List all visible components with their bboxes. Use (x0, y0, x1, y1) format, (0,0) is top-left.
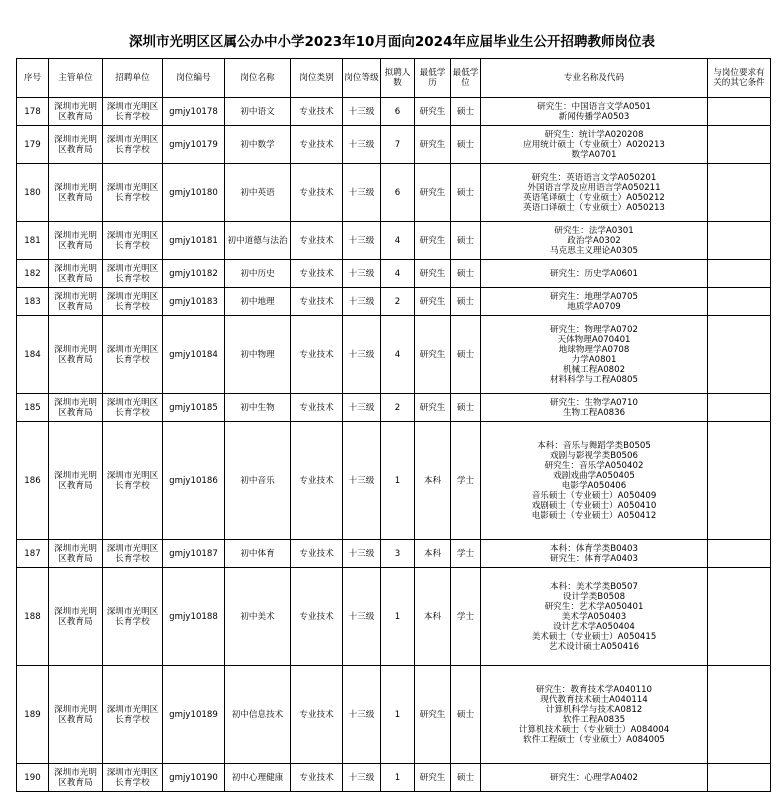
post-level: 十三级 (343, 764, 381, 792)
post-code: gmjy10187 (163, 540, 225, 568)
row-number: 184 (17, 316, 49, 394)
major-item: 研究生：艺术学A050401 (544, 601, 644, 612)
major-item: 美术学A050403 (561, 611, 627, 622)
major-item: 力学A0801 (571, 354, 617, 365)
post-name: 初中音乐 (225, 422, 291, 540)
other-requirements (708, 568, 771, 666)
table-row (17, 164, 771, 222)
supervising-unit: 深圳市光明区教育局 (49, 260, 103, 288)
major-list (481, 568, 708, 666)
min-education: 研究生 (415, 666, 451, 764)
other-requirements (708, 764, 771, 792)
header-degree: 最低学位 (451, 59, 481, 98)
header-code: 岗位编号 (163, 59, 225, 98)
min-degree: 硕士 (451, 764, 481, 792)
post-level: 十三级 (343, 98, 381, 126)
supervising-unit: 深圳市光明区教育局 (49, 288, 103, 316)
supervising-unit: 深圳市光明区教育局 (49, 568, 103, 666)
supervising-unit: 深圳市光明区教育局 (49, 164, 103, 222)
major-item: 外国语言学及应用语言学A050211 (527, 182, 661, 193)
header-dept: 主管单位 (49, 59, 103, 98)
header-no: 序号 (17, 59, 49, 98)
post-category: 专业技术 (291, 288, 343, 316)
post-category: 专业技术 (291, 394, 343, 422)
hire-count: 1 (381, 764, 415, 792)
hiring-unit: 深圳市光明区长育学校 (103, 126, 163, 164)
other-requirements (708, 540, 771, 568)
major-item: 本科：音乐与舞蹈学类B0505 (537, 440, 651, 451)
post-name: 初中心理健康 (225, 764, 291, 792)
post-category: 专业技术 (291, 222, 343, 260)
major-item: 戏剧与影视学类B0506 (550, 450, 638, 461)
major-item: 地球物理学A0708 (558, 344, 630, 355)
min-education: 本科 (415, 568, 451, 666)
major-item: 研究生：音乐学A050402 (544, 460, 644, 471)
major-list (481, 316, 708, 394)
row-number: 181 (17, 222, 49, 260)
row-number: 183 (17, 288, 49, 316)
post-level: 十三级 (343, 126, 381, 164)
post-name: 初中物理 (225, 316, 291, 394)
post-category: 专业技术 (291, 540, 343, 568)
hire-count: 6 (381, 98, 415, 126)
post-code: gmjy10188 (163, 568, 225, 666)
major-item: 计算机技术硕士（专业硕士）A084004 (518, 724, 670, 735)
min-degree: 硕士 (451, 126, 481, 164)
header-count: 拟聘人数 (381, 59, 415, 98)
hire-count: 2 (381, 288, 415, 316)
min-education: 研究生 (415, 764, 451, 792)
post-level: 十三级 (343, 288, 381, 316)
post-level: 十三级 (343, 222, 381, 260)
major-item: 研究生：英语语言文学A050201 (531, 172, 657, 183)
row-number: 188 (17, 568, 49, 666)
other-requirements (708, 126, 771, 164)
major-list (481, 260, 708, 288)
positions-table (16, 58, 771, 792)
post-name: 初中英语 (225, 164, 291, 222)
post-code: gmjy10178 (163, 98, 225, 126)
hiring-unit: 深圳市光明区长育学校 (103, 260, 163, 288)
major-item: 现代教育技术硕士A040114 (540, 694, 648, 705)
table-row (17, 98, 771, 126)
row-number: 190 (17, 764, 49, 792)
major-item: 新闻传播学A0503 (558, 111, 630, 122)
major-item: 研究生：生物学A0710 (550, 397, 638, 408)
hire-count: 1 (381, 568, 415, 666)
post-code: gmjy10181 (163, 222, 225, 260)
post-name: 初中道德与法治 (225, 222, 291, 260)
min-degree: 学士 (451, 422, 481, 540)
min-degree: 硕士 (451, 98, 481, 126)
post-code: gmjy10179 (163, 126, 225, 164)
post-level: 十三级 (343, 164, 381, 222)
table-row (17, 126, 771, 164)
post-level: 十三级 (343, 316, 381, 394)
other-requirements (708, 164, 771, 222)
table-row (17, 316, 771, 394)
other-requirements (708, 422, 771, 540)
post-category: 专业技术 (291, 422, 343, 540)
major-list (481, 394, 708, 422)
major-item: 研究生：中国语言文学A0501 (537, 101, 651, 112)
major-list (481, 126, 708, 164)
table-row (17, 394, 771, 422)
post-level: 十三级 (343, 666, 381, 764)
major-list (481, 540, 708, 568)
major-item: 音乐硕士（专业硕士）A050409 (531, 490, 657, 501)
min-degree: 学士 (451, 540, 481, 568)
post-code: gmjy10184 (163, 316, 225, 394)
major-item: 电影学A050406 (561, 480, 627, 491)
major-item: 天体物理A070401 (557, 334, 631, 345)
post-name: 初中语文 (225, 98, 291, 126)
other-requirements (708, 222, 771, 260)
major-item: 马克思主义理论A0305 (550, 245, 638, 256)
hiring-unit: 深圳市光明区长育学校 (103, 222, 163, 260)
major-item: 设计艺术学A050404 (553, 621, 635, 632)
header-post: 岗位名称 (225, 59, 291, 98)
major-item: 政治学A0302 (567, 235, 621, 246)
header-row (17, 59, 771, 98)
major-item: 英语口译硕士（专业硕士）A050213 (523, 202, 665, 213)
min-education: 研究生 (415, 260, 451, 288)
supervising-unit: 深圳市光明区教育局 (49, 222, 103, 260)
min-education: 研究生 (415, 394, 451, 422)
hiring-unit: 深圳市光明区长育学校 (103, 568, 163, 666)
other-requirements (708, 316, 771, 394)
post-name: 初中信息技术 (225, 666, 291, 764)
table-row (17, 288, 771, 316)
row-number: 180 (17, 164, 49, 222)
min-degree: 硕士 (451, 222, 481, 260)
header-education: 最低学历 (415, 59, 451, 98)
post-level: 十三级 (343, 422, 381, 540)
table-row (17, 222, 771, 260)
header-majors: 专业名称及代码 (481, 59, 708, 98)
table-row (17, 260, 771, 288)
header-level: 岗位等级 (343, 59, 381, 98)
major-item: 设计学类B0508 (562, 591, 626, 602)
hiring-unit: 深圳市光明区长育学校 (103, 394, 163, 422)
post-level: 十三级 (343, 394, 381, 422)
post-name: 初中数学 (225, 126, 291, 164)
header-category: 岗位类别 (291, 59, 343, 98)
page-title: 深圳市光明区区属公办中小学2023年10月面向2024年应届毕业生公开招聘教师岗位表 (129, 34, 655, 50)
post-name: 初中历史 (225, 260, 291, 288)
post-code: gmjy10180 (163, 164, 225, 222)
min-degree: 硕士 (451, 316, 481, 394)
other-requirements (708, 260, 771, 288)
min-education: 研究生 (415, 316, 451, 394)
major-item: 研究生：教育技术学A040110 (535, 684, 653, 695)
table-row (17, 666, 771, 764)
major-item: 研究生：统计学A020208 (544, 129, 644, 140)
hiring-unit: 深圳市光明区长育学校 (103, 666, 163, 764)
major-item: 研究生：物理学A0702 (550, 324, 638, 335)
major-list (481, 164, 708, 222)
hiring-unit: 深圳市光明区长育学校 (103, 316, 163, 394)
major-item: 研究生：心理学A0402 (550, 772, 638, 783)
major-item: 生物工程A0836 (562, 407, 626, 418)
header-unit: 招聘单位 (103, 59, 163, 98)
min-degree: 学士 (451, 568, 481, 666)
table-row (17, 540, 771, 568)
table-row (17, 422, 771, 540)
major-item: 研究生：历史学A0601 (550, 268, 638, 279)
post-category: 专业技术 (291, 98, 343, 126)
hire-count: 6 (381, 164, 415, 222)
major-item: 美术硕士（专业硕士）A050415 (531, 631, 657, 642)
hire-count: 7 (381, 126, 415, 164)
post-level: 十三级 (343, 540, 381, 568)
post-category: 专业技术 (291, 164, 343, 222)
post-code: gmjy10182 (163, 260, 225, 288)
major-item: 数学A0701 (571, 149, 617, 160)
table-body (17, 98, 771, 792)
post-code: gmjy10183 (163, 288, 225, 316)
major-item: 研究生：体育学A0403 (550, 553, 638, 564)
major-item: 计算机科学与技术A0812 (545, 704, 643, 715)
major-list (481, 98, 708, 126)
row-number: 178 (17, 98, 49, 126)
hiring-unit: 深圳市光明区长育学校 (103, 164, 163, 222)
major-list (481, 288, 708, 316)
supervising-unit: 深圳市光明区教育局 (49, 316, 103, 394)
hiring-unit: 深圳市光明区长育学校 (103, 98, 163, 126)
major-list (481, 422, 708, 540)
row-number: 182 (17, 260, 49, 288)
supervising-unit: 深圳市光明区教育局 (49, 422, 103, 540)
min-degree: 硕士 (451, 288, 481, 316)
row-number: 187 (17, 540, 49, 568)
post-level: 十三级 (343, 260, 381, 288)
min-education: 研究生 (415, 126, 451, 164)
major-item: 英语笔译硕士（专业硕士）A050212 (523, 192, 665, 203)
hire-count: 3 (381, 540, 415, 568)
major-item: 材料科学与工程A0805 (550, 374, 638, 385)
major-item: 本科：体育学类B0403 (550, 543, 638, 554)
min-degree: 硕士 (451, 666, 481, 764)
hire-count: 1 (381, 422, 415, 540)
min-degree: 硕士 (451, 394, 481, 422)
post-category: 专业技术 (291, 568, 343, 666)
hiring-unit: 深圳市光明区长育学校 (103, 422, 163, 540)
hire-count: 1 (381, 666, 415, 764)
post-name: 初中地理 (225, 288, 291, 316)
table-row (17, 764, 771, 792)
supervising-unit: 深圳市光明区教育局 (49, 126, 103, 164)
major-item: 地质学A0709 (567, 301, 621, 312)
major-item: 戏剧戏曲学A050405 (553, 470, 635, 481)
table-row (17, 568, 771, 666)
row-number: 189 (17, 666, 49, 764)
hire-count: 2 (381, 394, 415, 422)
post-code: gmjy10190 (163, 764, 225, 792)
hire-count: 4 (381, 260, 415, 288)
supervising-unit: 深圳市光明区教育局 (49, 540, 103, 568)
min-education: 研究生 (415, 98, 451, 126)
min-education: 研究生 (415, 164, 451, 222)
post-category: 专业技术 (291, 764, 343, 792)
major-item: 研究生：地理学A0705 (550, 291, 638, 302)
major-item: 软件工程硕士（专业硕士）A084005 (523, 734, 665, 745)
major-list (481, 222, 708, 260)
hire-count: 4 (381, 222, 415, 260)
post-name: 初中美术 (225, 568, 291, 666)
major-item: 软件工程A0835 (562, 714, 626, 725)
min-degree: 硕士 (451, 260, 481, 288)
other-requirements (708, 288, 771, 316)
hiring-unit: 深圳市光明区长育学校 (103, 764, 163, 792)
hire-count: 4 (381, 316, 415, 394)
supervising-unit: 深圳市光明区教育局 (49, 98, 103, 126)
post-category: 专业技术 (291, 260, 343, 288)
major-item: 戏剧硕士（专业硕士）A050410 (531, 500, 657, 511)
post-category: 专业技术 (291, 316, 343, 394)
major-item: 艺术设计硕士A050416 (548, 641, 640, 652)
post-level: 十三级 (343, 568, 381, 666)
major-item: 本科：美术学类B0507 (550, 581, 638, 592)
hiring-unit: 深圳市光明区长育学校 (103, 540, 163, 568)
hiring-unit: 深圳市光明区长育学校 (103, 288, 163, 316)
other-requirements (708, 98, 771, 126)
major-list (481, 666, 708, 764)
post-category: 专业技术 (291, 666, 343, 764)
post-name: 初中体育 (225, 540, 291, 568)
supervising-unit: 深圳市光明区教育局 (49, 764, 103, 792)
post-code: gmjy10186 (163, 422, 225, 540)
row-number: 185 (17, 394, 49, 422)
min-degree: 硕士 (451, 164, 481, 222)
major-list (481, 764, 708, 792)
post-name: 初中生物 (225, 394, 291, 422)
post-code: gmjy10185 (163, 394, 225, 422)
major-item: 电影硕士（专业硕士）A050412 (531, 510, 657, 521)
major-item: 研究生：法学A0301 (554, 225, 634, 236)
min-education: 研究生 (415, 288, 451, 316)
min-education: 本科 (415, 540, 451, 568)
min-education: 本科 (415, 422, 451, 540)
supervising-unit: 深圳市光明区教育局 (49, 666, 103, 764)
post-category: 专业技术 (291, 126, 343, 164)
row-number: 186 (17, 422, 49, 540)
major-item: 应用统计硕士（专业硕士）A020213 (523, 139, 665, 150)
header-other: 与岗位要求有关的其它条件 (708, 59, 771, 98)
row-number: 179 (17, 126, 49, 164)
other-requirements (708, 394, 771, 422)
post-code: gmjy10189 (163, 666, 225, 764)
min-education: 研究生 (415, 222, 451, 260)
supervising-unit: 深圳市光明区教育局 (49, 394, 103, 422)
other-requirements (708, 666, 771, 764)
major-item: 机械工程A0802 (562, 364, 626, 375)
